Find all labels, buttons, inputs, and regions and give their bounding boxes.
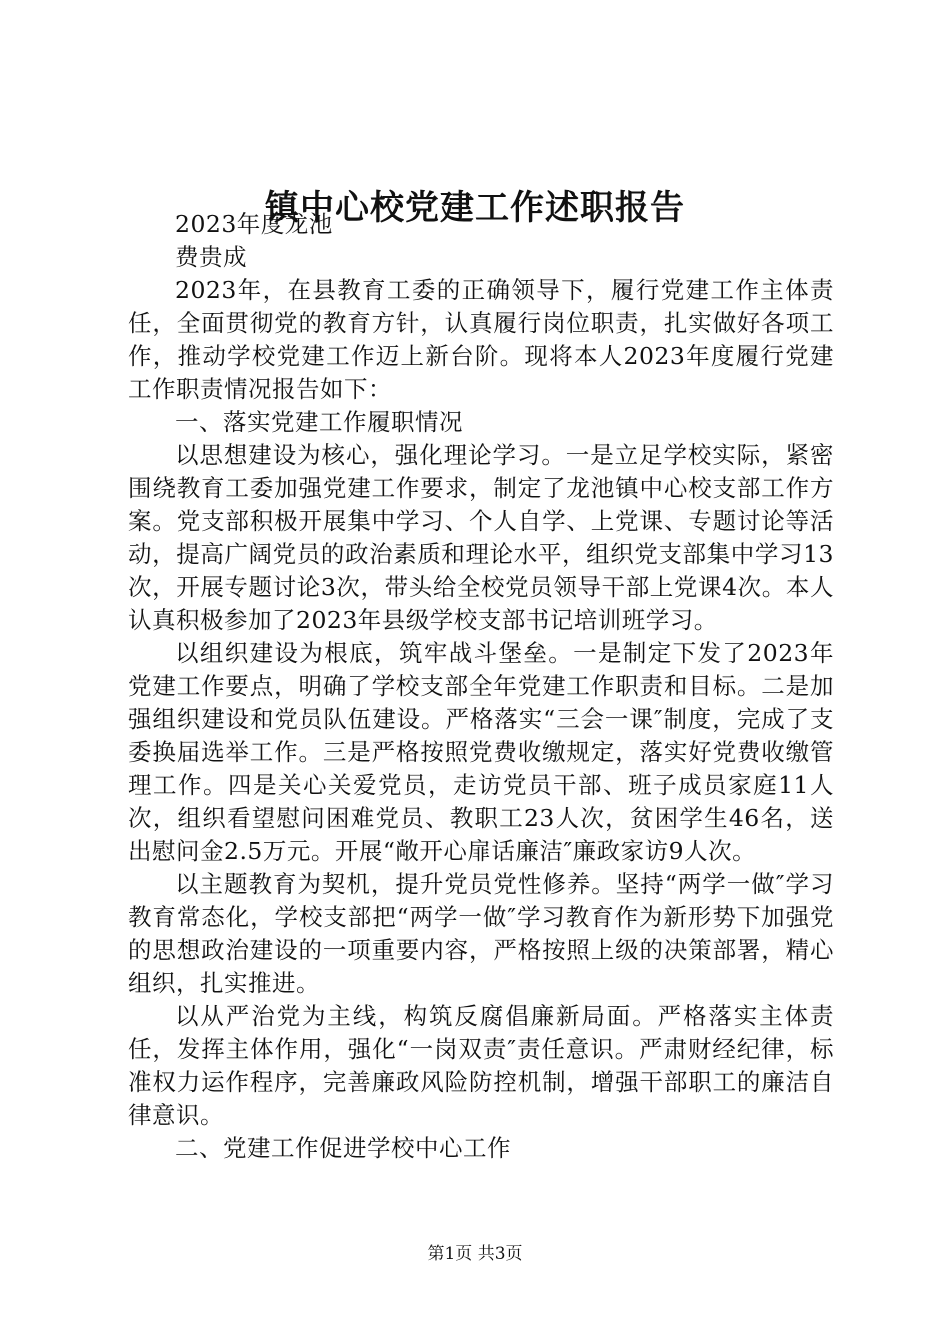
page-footer: 第1页 共3页 xyxy=(427,1244,523,1264)
document-body xyxy=(128,208,834,1165)
paragraph-organization: 以组织建设为根底，筑牢战斗堡垒。一是制定下发了2023年党建工作要点，明确了学校支部全年党建工作职责和目标。二是加强组织建设和党员队伍建设。严格落实“三会一课″制度，完成了支委换届选举工作。三是严格按照党费收缴规定，落实好党费收缴管理工作。四是关心关爱党员，走访党员干部、班子成员家庭11人次，组织看望慰问困难党员、教职工23人次，贫困学生46名，送出慰问金2.5万元。开展“敞开心扉话廉洁″廉政家访9人次。 xyxy=(128,639,834,865)
document-title: 镇中心校党建工作述职报告 xyxy=(265,188,685,228)
paragraph-theme-education: 以主题教育为契机，提升党员党性修养。坚持“两学一做″学习教育常态化，学校支部把“两学一做″学习教育作为新形势下加强党的思想政治建设的一项重要内容，严格按照上级的决策部署，精心组织，扎实推进。 xyxy=(128,870,834,997)
meta-year-location: 2023年度龙池 xyxy=(175,210,333,238)
section-heading-1: 一、落实党建工作履职情况 xyxy=(175,408,463,436)
paragraph-ideology: 以思想建设为核心，强化理论学习。一是立足学校实际，紧密围绕教育工委加强党建工作要求，制定了龙池镇中心校支部工作方案。党支部积极开展集中学习、个人自学、上党课、专题讨论等活动，提高广阔党员的政治素质和理论水平，组织党支部集中学习13次，开展专题讨论3次，带头给全校党员领导干部上党课4次。本人认真积极参加了2023年县级学校支部书记培训班学习。 xyxy=(128,441,834,634)
intro-paragraph: 2023年，在县教育工委的正确领导下，履行党建工作主体责任，全面贯彻党的教育方针，认真履行岗位职责，扎实做好各项工作，推动学校党建工作迈上新台阶。现将本人2023年度履行党建工作职责情况报告如下： xyxy=(128,276,834,403)
meta-author: 费贵成 xyxy=(175,243,247,271)
paragraph-strict-governance: 以从严治党为主线，构筑反腐倡廉新局面。严格落实主体责任，发挥主体作用，强化“一岗双责″责任意识。严肃财经纪律，标准权力运作程序，完善廉政风险防控机制，增强干部职工的廉洁自律意识。 xyxy=(128,1002,834,1129)
section-heading-2: 二、党建工作促进学校中心工作 xyxy=(175,1134,511,1162)
